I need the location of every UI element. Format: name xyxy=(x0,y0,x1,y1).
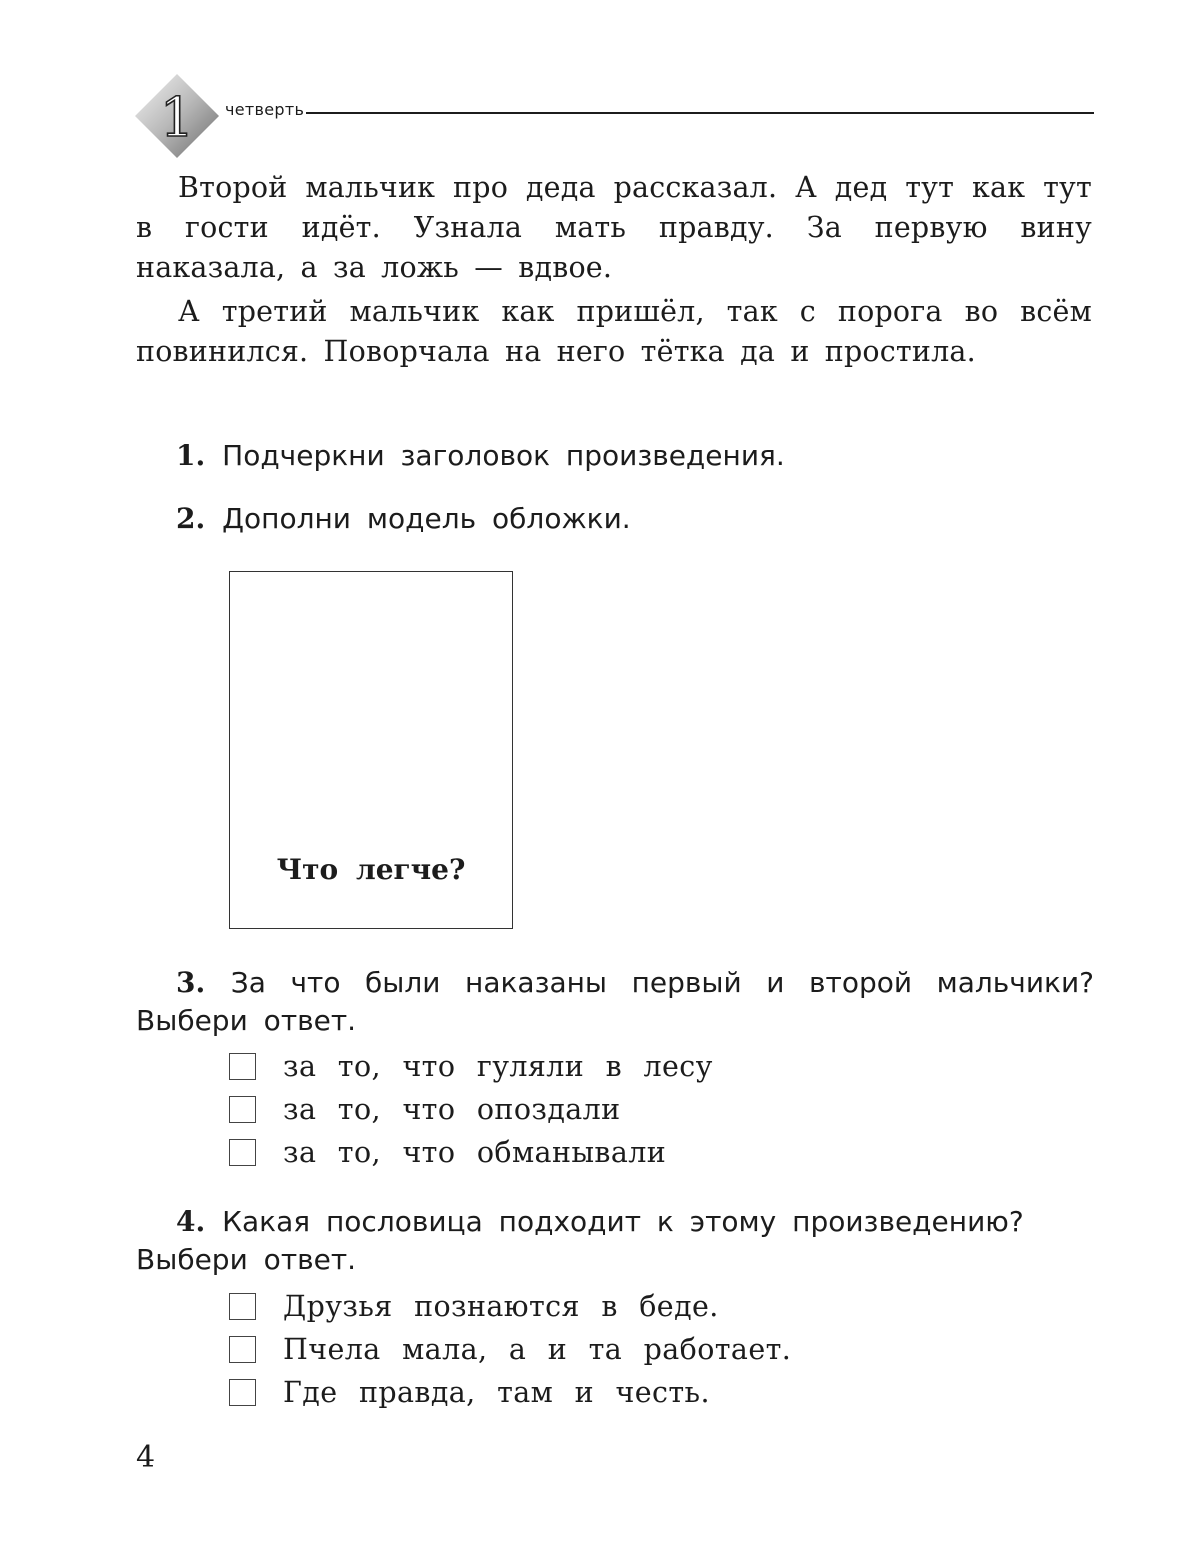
task4-option-1 xyxy=(229,1289,719,1323)
option-text: за то, что гуляли в лесу xyxy=(283,1049,713,1083)
answer-checkbox[interactable] xyxy=(229,1336,256,1363)
task-3 xyxy=(136,964,1094,1040)
task-text: Какая пословица подходит к этому произведению? Выбери ответ. xyxy=(136,1205,1024,1276)
task-text: Подчеркни заголовок произведения. xyxy=(222,439,785,472)
task3-option-1 xyxy=(229,1049,713,1083)
story-paragraph-1: Второй мальчик про деда рассказал. А дед тут как тут в гости идёт. Узнала мать правду. За первую вину наказала, а за ложь — вдвое. xyxy=(136,171,1092,284)
answer-checkbox[interactable] xyxy=(229,1096,256,1123)
page-number: 4 xyxy=(136,1440,156,1475)
task-4 xyxy=(136,1203,1094,1279)
answer-checkbox[interactable] xyxy=(229,1379,256,1406)
task-text: За что были наказаны первый и второй мальчики? Выбери ответ. xyxy=(136,966,1094,1037)
option-text: Друзья познаются в беде. xyxy=(283,1289,719,1323)
task4-option-3 xyxy=(229,1375,710,1409)
option-text: Пчела мала, а и та работает. xyxy=(283,1332,792,1366)
task-number: 3. xyxy=(176,966,206,999)
task4-option-2 xyxy=(229,1332,791,1366)
task-number: 4. xyxy=(176,1205,206,1238)
task3-option-3 xyxy=(229,1135,666,1169)
task-1 xyxy=(136,437,1094,475)
quarter-badge-icon xyxy=(135,74,219,158)
quarter-label: четверть xyxy=(225,100,305,119)
answer-checkbox[interactable] xyxy=(229,1139,256,1166)
story-paragraph-2: А третий мальчик как пришёл, так с порога во всём повинился. Поворчала на него тётка да и простила. xyxy=(136,295,1092,368)
answer-checkbox[interactable] xyxy=(229,1293,256,1320)
story-text xyxy=(136,168,1092,372)
answer-checkbox[interactable] xyxy=(229,1053,256,1080)
task-number: 1. xyxy=(176,439,206,472)
cover-title: Что легче? xyxy=(276,853,466,886)
task-2 xyxy=(136,500,1094,538)
header-rule xyxy=(306,112,1094,114)
quarter-number: 1 xyxy=(159,86,195,149)
task-text: Дополни модель обложки. xyxy=(222,502,631,535)
task3-option-2 xyxy=(229,1092,621,1126)
task-number: 2. xyxy=(176,502,206,535)
cover-model[interactable] xyxy=(229,571,513,929)
option-text: Где правда, там и честь. xyxy=(283,1375,710,1409)
option-text: за то, что опоздали xyxy=(283,1092,621,1126)
option-text: за то, что обманывали xyxy=(283,1135,667,1169)
